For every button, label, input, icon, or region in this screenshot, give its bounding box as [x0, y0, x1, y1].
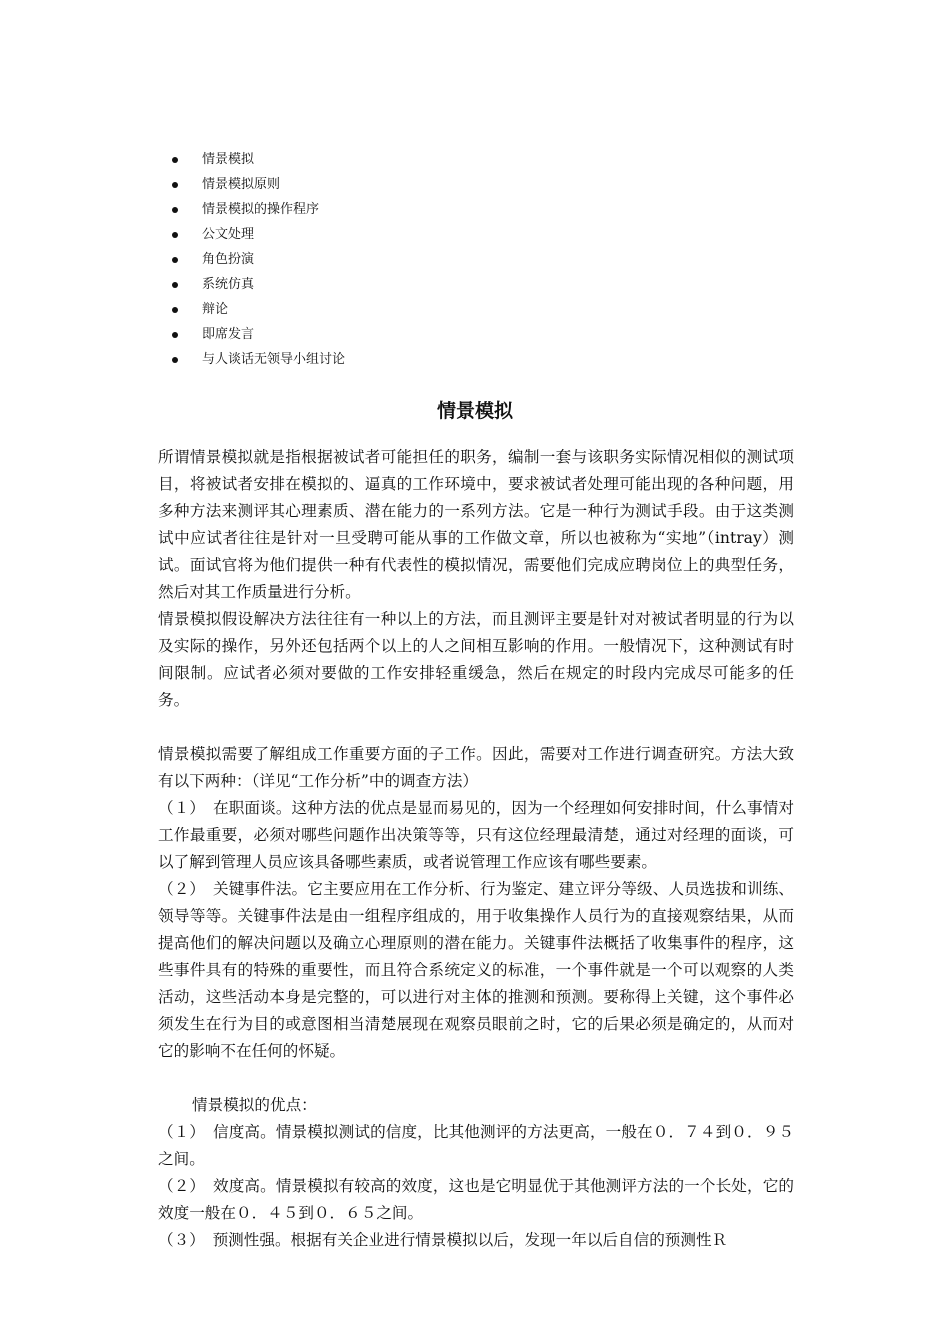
paragraph-definition: 所谓情景模拟就是指根据被试者可能担任的职务，编制一套与该职务实际情况相似的测试项目，将被试者安排在模拟的、逼真的工作环境中，要求被试者处理可能出现的各种问题，用多种方法来测评其心理素质、潜在能力的一系列方法。它是一种行为测试手段。由于这类测试中应试者往往是针对一旦受聘可能从事的工作做文章，所以也被称为“实地”（intray）测试。面试官将为他们提供一种有代表性的模拟情况，需要他们完成应聘岗位上的典型任务，然后对其工作质量进行分析。: [158, 448, 794, 601]
section-title: 情景模拟: [436, 400, 513, 422]
toc-item-label: 与人谈话无领导小组讨论: [202, 352, 346, 367]
paragraph-advantage-validity: （２） 效度高。情景模拟有较高的效度，这也是它明显优于其他测评方法的一个长处，它的效度一般在０．４５到０．６５之间。: [158, 1177, 794, 1222]
toc-item[interactable]: [172, 325, 345, 350]
toc-item-label: 公文处理: [202, 227, 255, 242]
toc-item[interactable]: [172, 275, 345, 300]
paragraph-advantages-heading: 情景模拟的优点：: [192, 1096, 317, 1114]
toc-item[interactable]: [172, 150, 345, 175]
bullet-icon: [172, 157, 178, 163]
toc-item[interactable]: [172, 225, 345, 250]
bullet-icon: [172, 332, 178, 338]
bullet-icon: [172, 182, 178, 188]
bullet-icon: [172, 307, 178, 313]
toc-item-label: 角色扮演: [202, 252, 255, 267]
toc-item-label: 辩论: [202, 302, 229, 317]
paragraph-advantage-predictive: （３） 预测性强。根据有关企业进行情景模拟以后，发现一年以后自信的预测性Ｒ: [158, 1231, 728, 1249]
paragraph-method-critical-incident: （２） 关键事件法。它主要应用在工作分析、行为鉴定、建立评分等级、人员选拔和训练、领导等等。关键事件法是由一组程序组成的，用于收集操作人员行为的直接观察结果，从而提高他们的解决问题以及确立心理原则的潜在能力。关键事件法概括了收集事件的程序，这些事件具有的特殊的重要性，而且符合系统定义的标准，一个事件就是一个可以观察的人类活动，这些活动本身是完整的，可以进行对主体的推测和预测。要称得上关键，这个事件必须发生在行为目的或意图相当清楚展现在观察员眼前之时，它的后果必须是确定的，从而对它的影响不在任何的怀疑。: [158, 880, 794, 1060]
toc-list: [172, 150, 345, 375]
toc-item[interactable]: [172, 300, 345, 325]
paragraph-assumption: 情景模拟假设解决方法往往有一种以上的方法，而且测评主要是针对对被试者明显的行为以及实际的操作，另外还包括两个以上的人之间相互影响的作用。一般情况下，这种测试有时间限制。应试者必须对要做的工作安排轻重缓急，然后在规定的时段内完成尽可能多的任务。: [158, 610, 794, 709]
bullet-icon: [172, 282, 178, 288]
bullet-icon: [172, 232, 178, 238]
paragraph-methods-intro: 情景模拟需要了解组成工作重要方面的子工作。因此，需要对工作进行调查研究。方法大致有以下两种：（详见“工作分析”中的调查方法）: [158, 745, 794, 790]
toc-item-label: 即席发言: [202, 327, 255, 342]
toc-item[interactable]: [172, 350, 345, 375]
blank-line: [158, 1065, 794, 1092]
toc-item-label: 情景模拟: [202, 152, 255, 167]
toc-item-label: 情景模拟的操作程序: [202, 202, 320, 217]
toc-item-label: 情景模拟原则: [202, 177, 281, 192]
paragraph-method-interview: （１） 在职面谈。这种方法的优点是显而易见的，因为一个经理如何安排时间，什么事情对工作最重要，必须对哪些问题作出决策等等，只有这位经理最清楚，通过对经理的面谈，可以了解到管理人员应该具备哪些素质，或者说管理工作应该有哪些要素。: [158, 799, 794, 871]
blank-line: [158, 714, 794, 741]
bullet-icon: [172, 257, 178, 263]
paragraph-advantage-reliability: （１） 信度高。情景模拟测试的信度，比其他测评的方法更高，一般在０．７４到０．９５之间。: [158, 1123, 794, 1168]
bullet-icon: [172, 207, 178, 213]
bullet-icon: [172, 357, 178, 363]
toc-item-label: 系统仿真: [202, 277, 255, 292]
toc-item[interactable]: [172, 175, 345, 200]
toc-item[interactable]: [172, 200, 345, 225]
toc-item[interactable]: [172, 250, 345, 275]
document-body: [158, 444, 794, 1254]
